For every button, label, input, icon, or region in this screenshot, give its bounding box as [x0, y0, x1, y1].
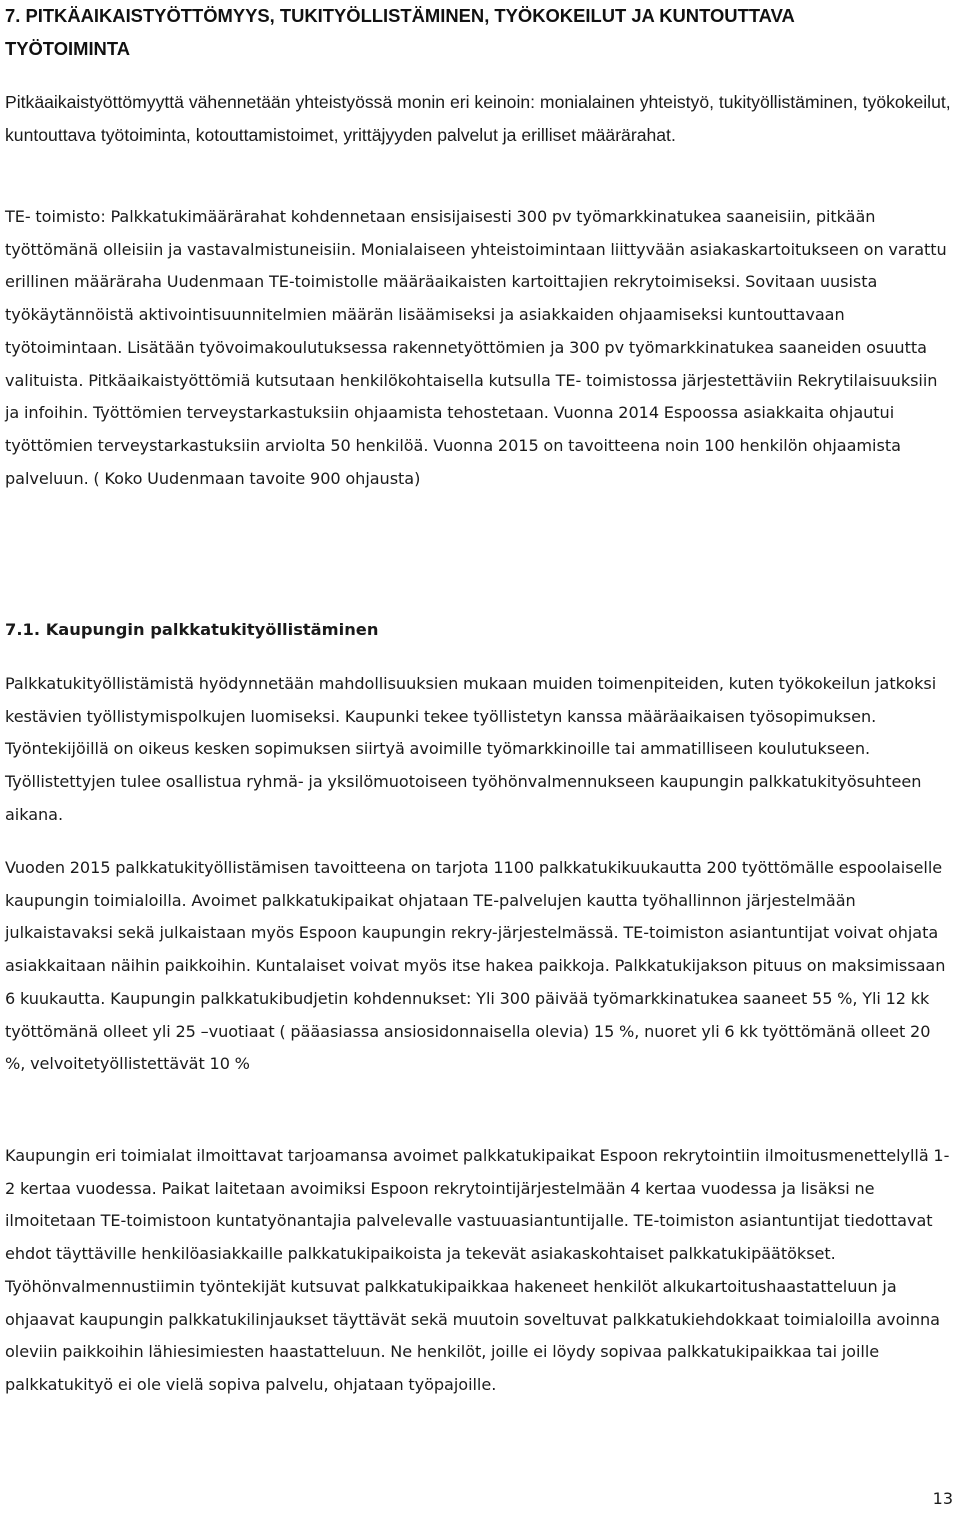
- section-heading: [5, 0, 795, 65]
- wage-subsidy-paragraph-1: Palkkatukityöllistämistä hyödynnetään mahdollisuuksien mukaan muiden toimenpiteiden, kuten työkokeilun jatkoksi kestävien työllistymispolkujen luomiseksi. Kaupunki tekee työllistetyn kanssa määräaikaisen työsopimuksen. Työntekijöillä on oikeus kesken sopimuksen siirtyä avoimille työmarkkinoille tai ammatilliseen koulutukseen. Työllistettyjen tulee osallistua ryhmä- ja yksilömuotoiseen työhönvalmennukseen kaupungin palkkatukityösuhteen aikana.: [5, 674, 937, 824]
- page-number: 13: [932, 1489, 953, 1508]
- section-heading-line-2: TYÖTOIMINTA: [5, 37, 130, 59]
- section-heading-line-1: 7. PITKÄAIKAISTYÖTTÖMYYS, TUKITYÖLLISTÄMINEN, TYÖKOKEILUT JA KUNTOUTTAVA: [5, 5, 795, 26]
- subsection-heading: 7.1. Kaupungin palkkatukityöllistäminen: [5, 620, 379, 639]
- te-office-paragraph: TE- toimisto: Palkkatukimäärärahat kohdennetaan ensisijaisesti 300 pv työmarkkinatukea saaneisiin, pitkään työttömänä olleisiin ja vastavalmistuneisiin. Monialaiseen yhteistoimintaan liittyvään asiakaskartoitukseen on varattu erillinen määräraha Uudenmaan TE-toimistolle määräaikaisten kartoittajien rekrytoimiseksi. Sovitaan uusista työkäytännöistä aktivointisuunnitelmien määrän lisäämiseksi ja asiakkaiden ohjaamiseksi kuntouttavaan työtoimintaan. Lisätään työvoimakoulutuksessa rakennetyöttömien ja 300 pv työmarkkinatukea saaneiden osuutta valituista. Pitkäaikaistyöttömiä kutsutaan henkilökohtaisella kutsulla TE- toimistossa järjestettäviin Rekrytilaisuuksiin ja infoihin. Työttömien terveystarkastuksiin ohjaamista tehostetaan. Vuonna 2014 Espoossa asiakkaita ohjautui työttömien terveystarkastuksiin arviolta 50 henkilöä. Vuonna 2015 on tavoitteena noin 100 henkilön ohjaamista palveluun. ( Koko Uudenmaan tavoite 900 ohjausta): [5, 207, 947, 488]
- wage-subsidy-paragraph-3: Kaupungin eri toimialat ilmoittavat tarjoamansa avoimet palkkatukipaikat Espoon rekrytointiin ilmoitusmenettelyllä 1-2 kertaa vuodessa. Paikat laitetaan avoimiksi Espoon rekrytointijärjestelmään 4 kertaa vuodessa ja lisäksi ne ilmoitetaan TE-toimistoon kuntatyönantajia palvelevalle vastuuasiantuntijalle. TE-toimiston asiantuntijat tiedottavat ehdot täyttäville henkilöasiakkaille palkkatukipaikoista ja tekevät asiakaskohtaiset palkkatukipäätökset. Työhönvalmennustiimin työntekijät kutsuvat palkkatukipaikkaa hakeneet henkilöt alkukartoitushaastatteluun ja ohjaavat kaupungin palkkatukilinjaukset täyttävät sekä muutoin soveltuvat palkkatukiehdokkaat toimialoilla avoinna oleviin paikkoihin lähiesimiesten haastatteluun. Ne henkilöt, joille ei löydy sopivaa palkkatukipaikkaa tai joille palkkatukityö ei ole vielä sopiva palvelu, ohjataan työpajoille.: [5, 1146, 950, 1394]
- intro-paragraph: Pitkäaikaistyöttömyyttä vähennetään yhteistyössä monin eri keinoin: monialainen yhteistyö, tukityöllistäminen, työkokeilut, kuntouttava työtoiminta, kotouttamistoimet, yrittäjyyden palvelut ja erilliset määrärahat.: [5, 92, 951, 145]
- wage-subsidy-paragraph-2: Vuoden 2015 palkkatukityöllistämisen tavoitteena on tarjota 1100 palkkatukikuukautta 200 työttömälle espoolaiselle kaupungin toimialoilla. Avoimet palkkatukipaikat ohjataan TE-palvelujen kautta työhallinnon järjestelmään julkaistavaksi sekä julkaistaan myös Espoon kaupungin rekry-järjestelmässä. TE-toimiston asiantuntijat voivat ohjata asiakkaitaan näihin paikkoihin. Kuntalaiset voivat myös itse hakea paikkoja. Palkkatukijakson pituus on maksimissaan 6 kuukautta. Kaupungin palkkatukibudjetin kohdennukset: Yli 300 päivää työmarkkinatukea saaneet 55 %, Yli 12 kk työttömänä olleet yli 25 –vuotiaat ( pääasiassa ansiosidonnaisella olevia) 15 %, nuoret yli 6 kk työttömänä olleet 20 %, velvoitetyöllistettävät 10 %: [5, 858, 946, 1074]
